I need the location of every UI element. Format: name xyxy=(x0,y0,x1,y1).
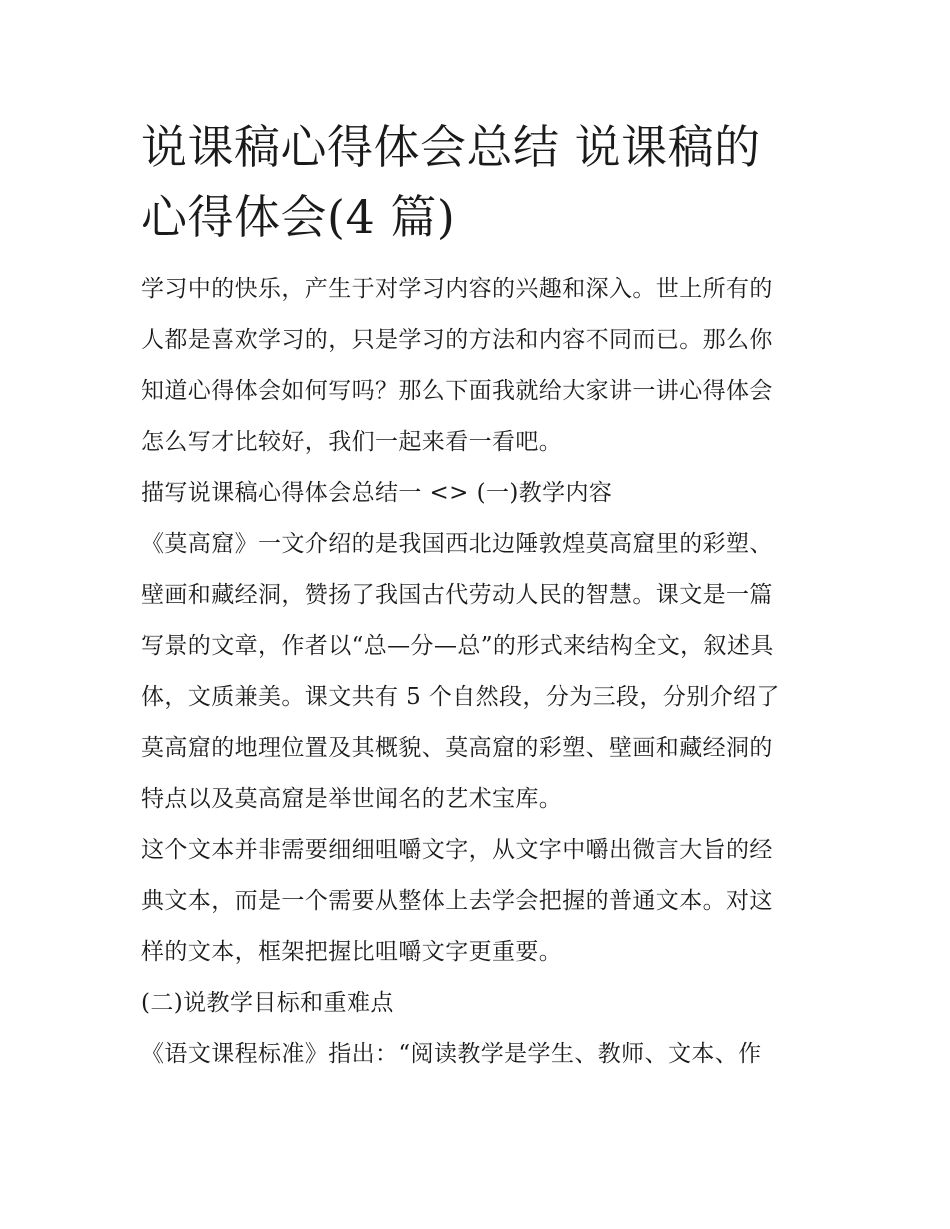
section-heading-2 xyxy=(141,978,813,1029)
paragraph-intro xyxy=(141,264,813,468)
text-line: 写景的文章，作者以“总—分—总”的形式来结构全文，叙述具 xyxy=(141,633,774,659)
paragraph-analysis xyxy=(141,825,813,978)
text-line: 这个文本并非需要细细咀嚼文字，从文字中嚼出微言大旨的经 xyxy=(141,837,773,863)
text-line: 《莫高窟》一文介绍的是我国西北边陲敦煌莫高窟里的彩塑、 xyxy=(141,531,773,557)
paragraph-content xyxy=(141,519,813,825)
document-body xyxy=(141,264,813,1080)
document-page xyxy=(141,112,813,1080)
text-line: 描写说课稿心得体会总结一 <> (一)教学内容 xyxy=(141,480,613,506)
document-title xyxy=(141,112,813,252)
text-line: 人都是喜欢学习的，只是学习的方法和内容不同而已。那么你 xyxy=(141,327,773,353)
text-line: 样的文本，框架把握比咀嚼文字更重要。 xyxy=(141,939,563,965)
text-line: 学习中的快乐，产生于对学习内容的兴趣和深入。世上所有的 xyxy=(141,276,773,302)
paragraph-standard xyxy=(141,1029,813,1080)
title-line: 心得体会(4 篇) xyxy=(141,190,456,244)
text-line: 《语文课程标准》指出：“阅读教学是学生、教师、文本、作 xyxy=(141,1041,762,1067)
text-line: 壁画和藏经洞，赞扬了我国古代劳动人民的智慧。课文是一篇 xyxy=(141,582,773,608)
text-line: 典文本，而是一个需要从整体上去学会把握的普通文本。对这 xyxy=(141,888,773,914)
text-line: 莫高窟的地理位置及其概貌、莫高窟的彩塑、壁画和藏经洞的 xyxy=(141,735,773,761)
section-heading-1 xyxy=(141,468,813,519)
text-line: 知道心得体会如何写吗？那么下面我就给大家讲一讲心得体会 xyxy=(141,378,773,404)
text-line: 怎么写才比较好，我们一起来看一看吧。 xyxy=(141,429,563,455)
text-line: 特点以及莫高窟是举世闻名的艺术宝库。 xyxy=(141,786,563,812)
text-line: 体，文质兼美。课文共有 5 个自然段，分为三段，分别介绍了 xyxy=(141,684,780,710)
title-line: 说课稿心得体会总结 说课稿的 xyxy=(141,120,761,174)
text-line: (二)说教学目标和重难点 xyxy=(141,990,394,1016)
